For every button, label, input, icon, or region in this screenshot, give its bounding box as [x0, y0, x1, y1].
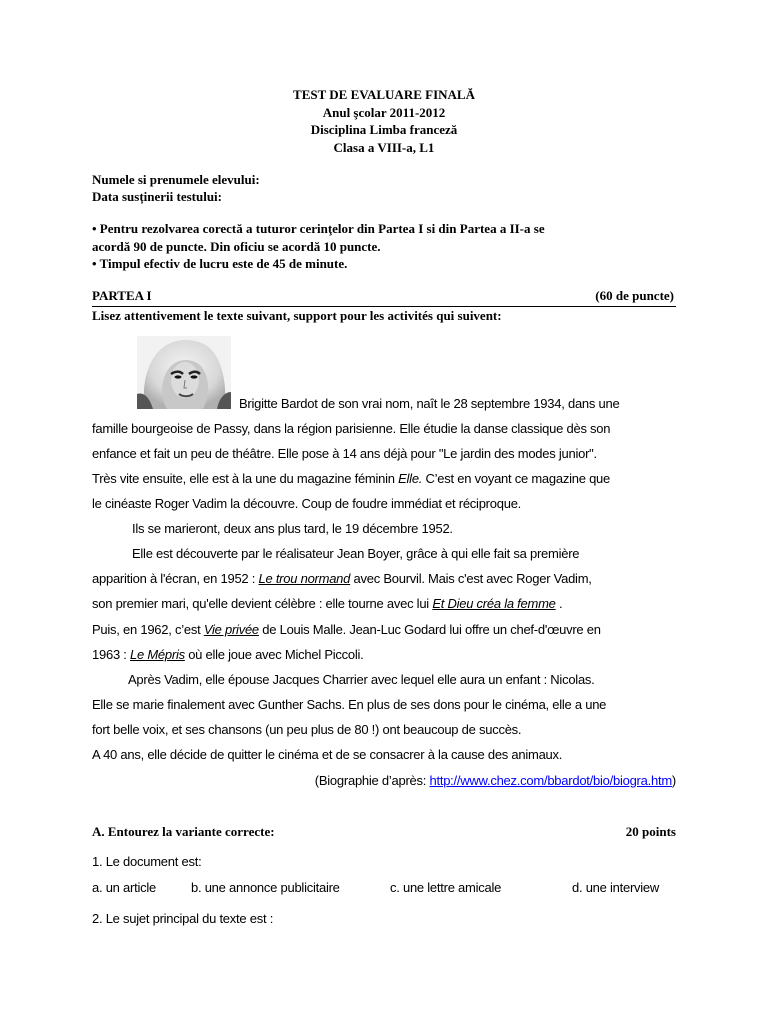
test-date-label: Data susținerii testului:: [92, 188, 222, 204]
instructions: [92, 220, 682, 273]
portrait-photo: [137, 336, 231, 409]
school-year: Anul şcolar 2011-2012: [322, 104, 446, 120]
text-line: Elle est découverte par le réalisateur Jean Boyer, grâce à qui elle fait sa première: [132, 546, 580, 561]
student-name-label: Numele si prenumele elevului:: [92, 172, 260, 187]
option-d: d. une interview: [572, 880, 660, 895]
text-line: 1963 : Le Mépris où elle joue avec Michel Piccoli.: [92, 647, 364, 662]
text-line: fort belle voix, et ses chansons (un peu plus de 80 !) ont beaucoup de succès.: [92, 722, 522, 737]
test-header: [0, 86, 768, 156]
instruction-line: • Pentru rezolvarea corectă a tuturor cerinţelor din Partea I si din Partea a II-a se: [92, 221, 545, 236]
text-line: Elle se marie finalement avec Gunther Sachs. En plus de ses dons pour le cinéma, elle a une: [92, 697, 607, 712]
text-line: Très vite ensuite, elle est à la une du magazine féminin Elle. C’est en voyant ce magazine que: [92, 471, 611, 486]
option-c: c. une lettre amicale: [390, 880, 502, 895]
text-line: Brigitte Bardot de son vrai nom, naît le 28 septembre 1934, dans une: [239, 396, 620, 411]
film-title: Vie privée: [203, 622, 259, 637]
magazine-title: Elle.: [398, 471, 423, 486]
instruction-line: • Timpul efectiv de lucru este de 45 de minute.: [92, 256, 348, 271]
film-title: Le trou normand: [258, 571, 351, 586]
section-a-title: A. Entourez la variante correcte:: [92, 824, 275, 839]
question-1: 1. Le document est:: [92, 854, 202, 869]
option-a: a. un article: [92, 880, 156, 895]
text-line: A 40 ans, elle décide de quitter le cinéma et de se consacrer à la cause des animaux.: [92, 747, 563, 762]
class-level: Clasa a VIII-a, L1: [333, 139, 435, 155]
part-title: PARTEA I: [92, 288, 152, 303]
text-line: Après Vadim, elle épouse Jacques Charrier avec lequel elle aura un enfant : Nicolas.: [128, 672, 595, 687]
part-heading: [92, 288, 676, 307]
reading-instruction: Lisez attentivement le texte suivant, support pour les activités qui suivent:: [92, 308, 502, 323]
film-title: Et Dieu créa la femme: [432, 596, 556, 611]
text-line: apparition à l'écran, en 1952 : Le trou normand avec Bourvil. Mais c'est avec Roger Vadim,: [92, 571, 592, 586]
text-line: famille bourgeoise de Passy, dans la région parisienne. Elle étudie la danse classique dès son: [92, 421, 611, 436]
student-info: [92, 172, 260, 205]
film-title: Le Mépris: [130, 647, 185, 662]
text-line: enfance et fait un peu de théâtre. Elle pose à 14 ans déjà pour "Le jardin des modes junior".: [92, 446, 597, 461]
option-b: b. une annonce publicitaire: [191, 880, 340, 895]
source-link[interactable]: http://www.chez.com/bbardot/bio/biogra.htm: [429, 773, 672, 788]
text-line: son premier mari, qu'elle devient célèbre : elle tourne avec lui Et Dieu créa la femme .: [92, 596, 563, 611]
part-points: (60 de puncte): [595, 288, 674, 303]
section-a-heading: [92, 824, 676, 840]
test-title: TEST DE EVALUARE FINALĂ: [293, 87, 475, 102]
text-line: le cinéaste Roger Vadim la découvre. Coup de foudre immédiat et réciproque.: [92, 496, 522, 511]
discipline: Disciplina Limba franceză: [310, 122, 458, 137]
text-line: Puis, en 1962, c’est Vie privée de Louis Malle. Jean-Luc Godard lui offre un chef-d'œuvre en: [92, 622, 601, 637]
section-a-points: 20 points: [625, 824, 676, 839]
instruction-line: acordă 90 de puncte. Din oficiu se acordă 10 puncte.: [92, 238, 381, 254]
source-line: (Biographie d’après: http://www.chez.com/bbardot/bio/biogra.htm): [314, 773, 676, 788]
question-2: 2. Le sujet principal du texte est :: [92, 911, 274, 926]
text-line: Ils se marieront, deux ans plus tard, le 19 décembre 1952.: [132, 521, 453, 536]
